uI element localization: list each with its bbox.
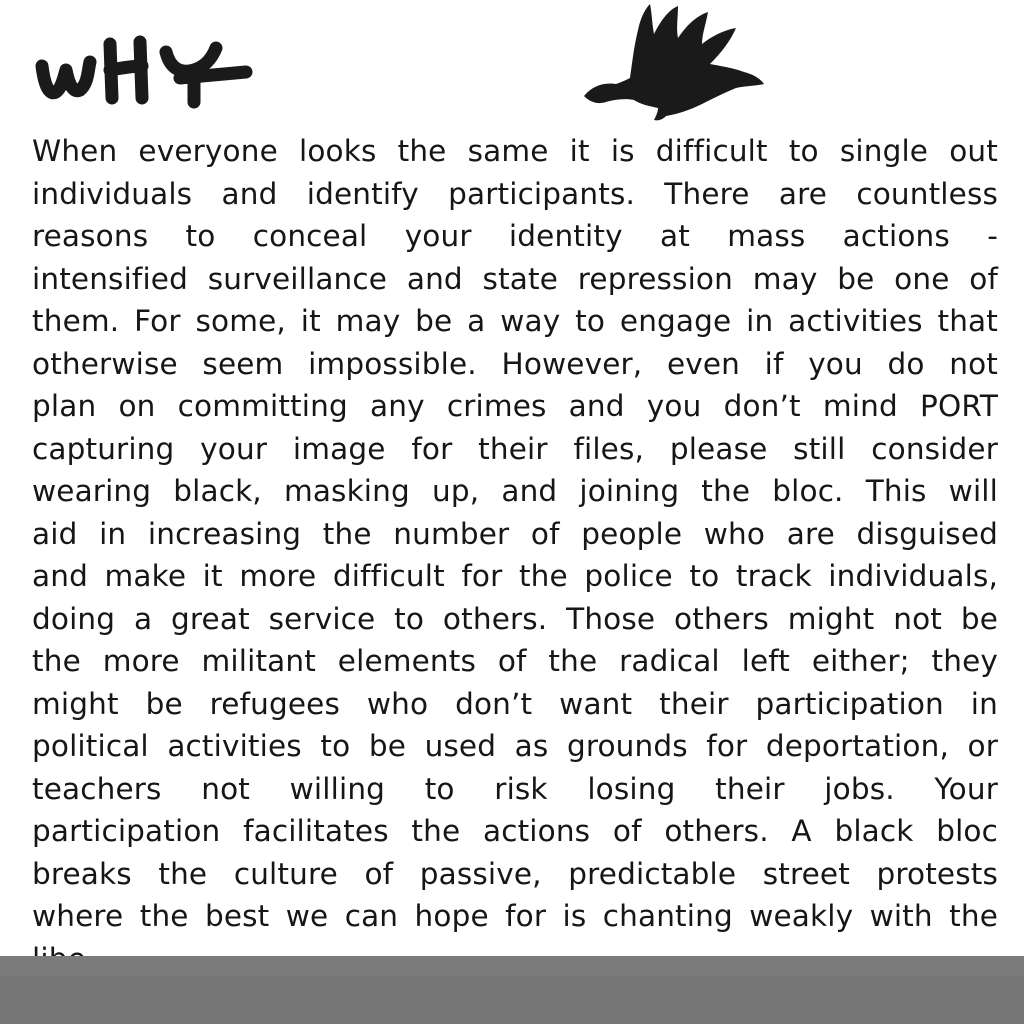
crow-icon [578, 0, 768, 122]
text-line: teachers not willing to risk losing their jobs. Your [32, 771, 998, 806]
bottom-gray-band [0, 976, 1024, 1024]
text-line: political activities to be used as grounds for deportation, or [32, 729, 998, 763]
text-line: capturing your image for their files, please still consider [32, 431, 998, 466]
text-line: reasons to conceal your identity at mass actions - [32, 219, 998, 253]
body-text [32, 130, 998, 958]
text-line: the more militant elements of the radical left either; they [32, 644, 998, 678]
text-line: intensified surveillance and state repression may be one of [32, 261, 998, 296]
text-line: individuals and identify participants. There are countless [32, 176, 998, 211]
text-line: otherwise seem impossible. However, even if you do not [32, 346, 998, 381]
text-line: breaks the culture of passive, predictable street protests [32, 856, 998, 891]
text-line: participation facilitates the actions of others. A black bloc [32, 814, 998, 848]
text-line: When everyone looks the same it is difficult to single out [32, 134, 998, 168]
handwritten-why-heading [30, 22, 260, 112]
text-line: where the best we can hope for is chanting weakly with the [32, 899, 998, 933]
text-line: doing a great service to others. Those others might not be [32, 601, 998, 636]
text-line: aid in increasing the number of people who are disguised [32, 516, 998, 551]
text-line: plan on committing any crimes and you don’t mind PORT [32, 389, 998, 423]
text-line: them. For some, it may be a way to engage in activities that [32, 304, 998, 338]
text-line: might be refugees who don’t want their participation in [32, 686, 998, 721]
text-line: and make it more difficult for the police to track individuals, [32, 559, 998, 593]
text-line: wearing black, masking up, and joining the bloc. This will [32, 474, 998, 508]
